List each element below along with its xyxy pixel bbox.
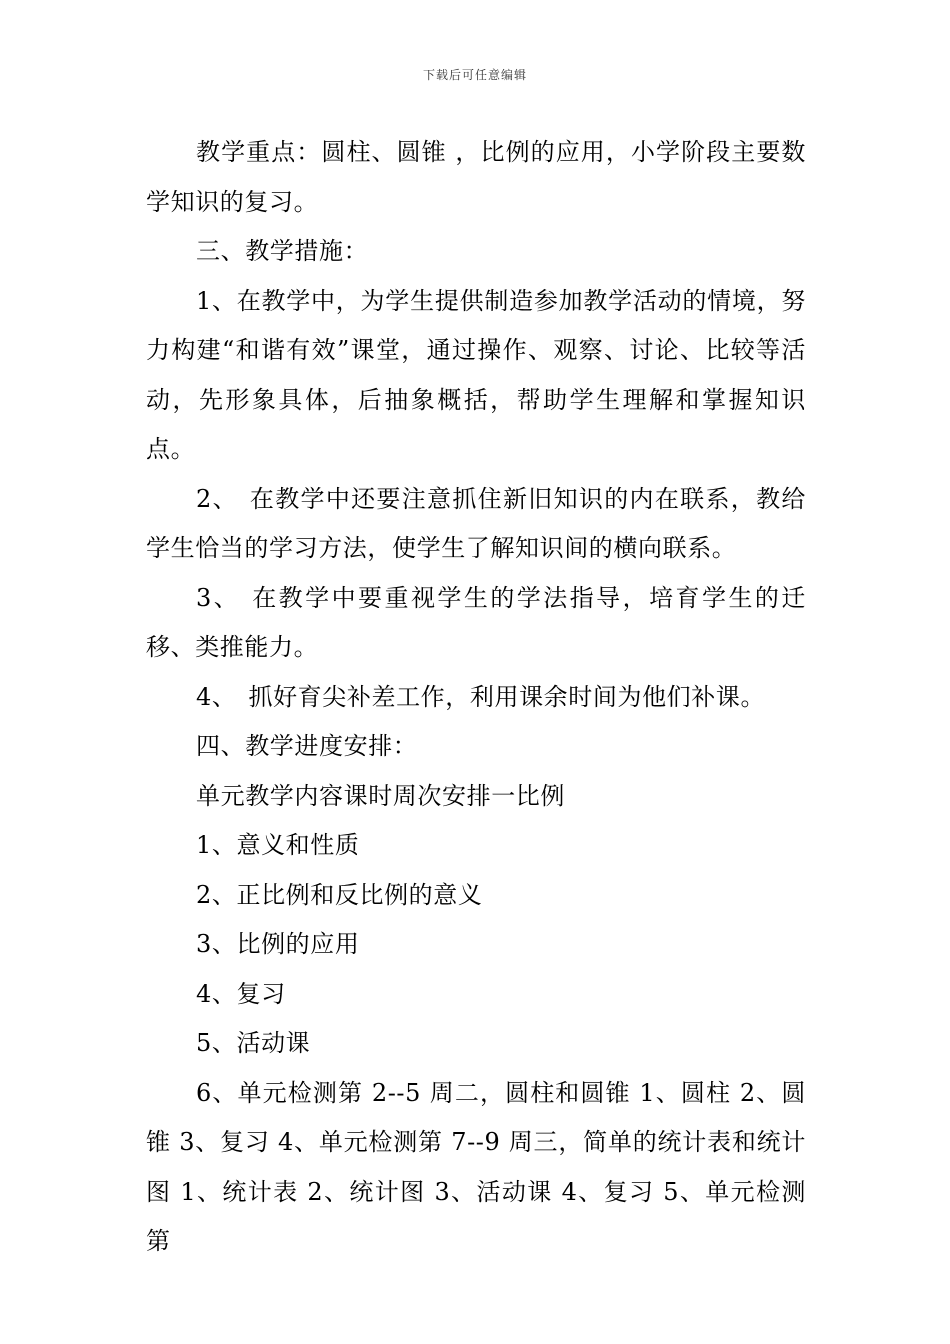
item-text: 在教学中要重视学生的学法指导，培育学生的迁移、类推能力。	[146, 583, 806, 661]
item-text: 在教学中还要注意抓住新旧知识的内在联系，教给学生恰当的学习方法，使学生了解知识间的横向联系。	[146, 484, 806, 562]
paragraph-measure-4	[146, 673, 806, 723]
schedule-line: 2、正比例和反比例的意义	[196, 880, 483, 909]
heading-teaching-measures: 三、教学措施：	[196, 237, 369, 265]
item-text: 抓好育尖补差工作，利用课余时间为他们补课。	[248, 682, 766, 711]
heading-schedule: 四、教学进度安排：	[196, 732, 418, 760]
item-number: 2、	[196, 484, 238, 513]
paragraph-measure-1: 1、在教学中，为学生提供制造参加教学活动的情境，努力构建“和谐有效”课堂，通过操作、观察、讨论、比较等活动，先形象具体，后抽象概括，帮助学生理解和掌握知识点。	[146, 286, 806, 463]
paragraph-teaching-focus: 教学重点：圆柱、圆锥 ，比例的应用，小学阶段主要数学知识的复习。	[146, 138, 806, 216]
schedule-line: 1、意义和性质	[196, 831, 360, 859]
schedule-line: 4、复习	[196, 979, 286, 1008]
page-header: 下载后可任意编辑	[422, 68, 527, 82]
schedule-line: 3、比例的应用	[196, 930, 360, 958]
schedule-line: 5、活动课	[196, 1029, 311, 1057]
document-body	[146, 128, 806, 1267]
item-number: 4、	[196, 682, 237, 711]
schedule-line: 单元教学内容课时周次安排一比例	[196, 781, 565, 810]
schedule-line: 6、单元检测第 2--5 周二，圆柱和圆锥 1、圆柱 2、圆锥 3、复习 4、单元检测第 7--9 周三，简单的统计表和统计图 1、统计表 2、统计图 3、活动课 4、复习 5、单元检测第	[146, 1078, 806, 1255]
item-number: 3、	[196, 583, 241, 612]
paragraph-measure-3	[146, 574, 806, 673]
paragraph-measure-2	[146, 475, 806, 574]
